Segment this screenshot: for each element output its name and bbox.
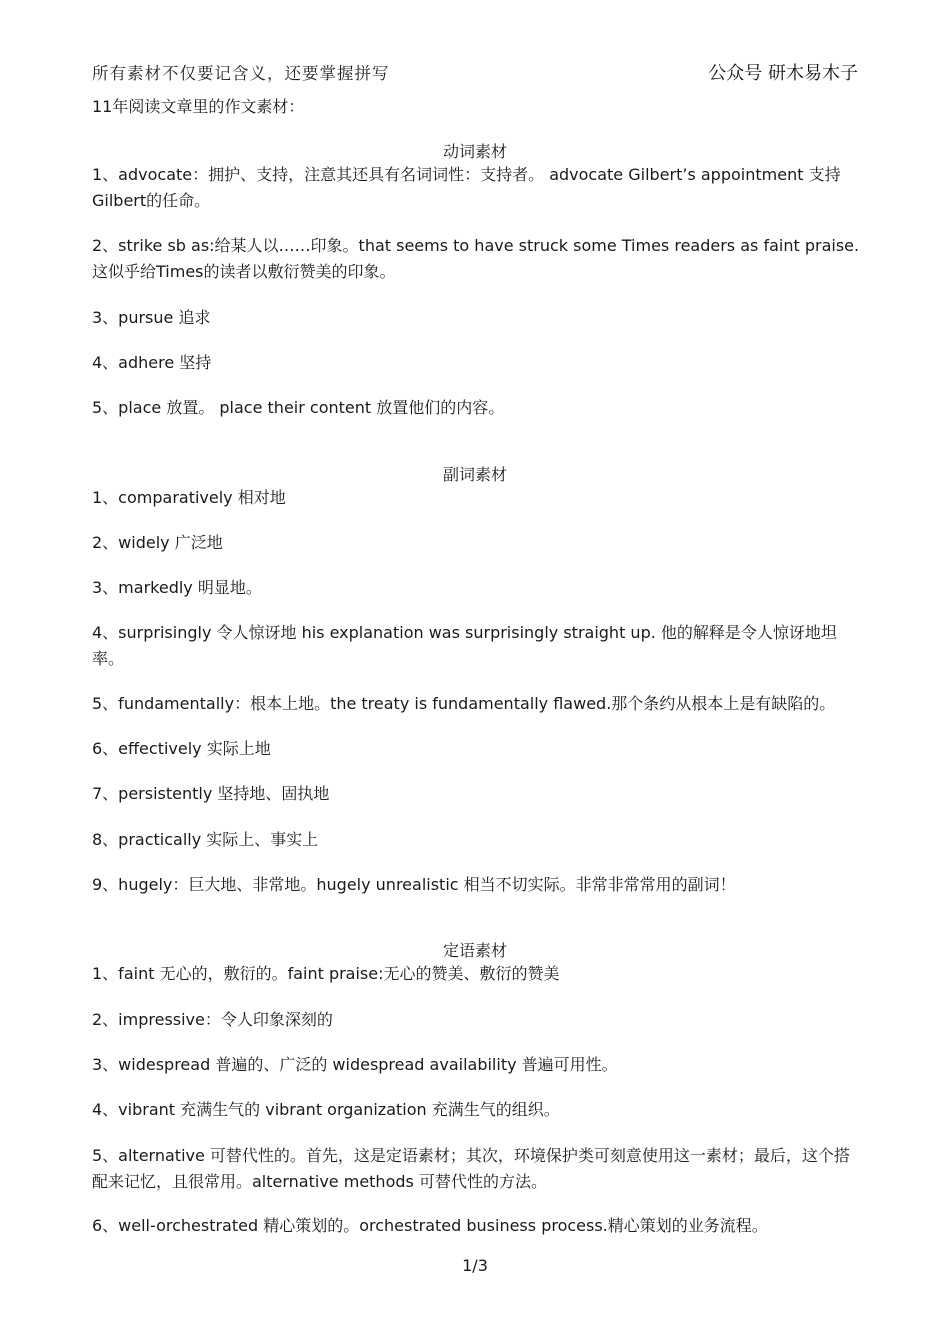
list-item: 2、impressive：令人印象深刻的 xyxy=(92,1010,333,1029)
list-item: 4、surprisingly 令人惊讶地 his explanation was surprisingly straight up. 他的解释是令人惊讶地坦率。 xyxy=(92,623,837,668)
list-item: 1、advocate：拥护、支持，注意其还具有名词词性：支持者。 advocate Gilbert’s appointment 支持Gilbert的任命。 xyxy=(92,165,841,210)
list-item: 6、well-orchestrated 精心策划的。orchestrated business process.精心策划的业务流程。 xyxy=(92,1216,768,1235)
list-item: 5、alternative 可替代性的。首先，这是定语素材；其次，环境保护类可刻意使用这一素材；最后，这个搭配来记忆，且很常用。alternative methods 可替代性的方法。 xyxy=(92,1146,850,1191)
list-item: 6、effectively 实际上地 xyxy=(92,739,271,758)
page-number: 1/3 xyxy=(462,1256,488,1275)
list-item: 8、practically 实际上、事实上 xyxy=(92,830,319,849)
list-item: 4、adhere 坚持 xyxy=(92,353,212,372)
list-item: 7、persistently 坚持地、固执地 xyxy=(92,784,330,803)
list-item: 1、comparatively 相对地 xyxy=(92,488,286,507)
header-note: 所有素材不仅要记含义，还要掌握拼写 xyxy=(92,64,390,83)
list-item: 1、faint 无心的，敷衍的。faint praise:无心的赞美、敷衍的赞美 xyxy=(92,964,560,983)
list-item: 4、vibrant 充满生气的 vibrant organization 充满生气的组织。 xyxy=(92,1100,560,1119)
list-item: 3、markedly 明显地。 xyxy=(92,578,262,597)
list-item: 9、hugely：巨大地、非常地。hugely unrealistic 相当不切实际。非常非常常用的副词！ xyxy=(92,875,736,894)
list-item: 2、strike sb as:给某人以……印象。that seems to have struck some Times readers as faint praise. 这似乎给Times的读者以敷衍赞美的印象。 xyxy=(92,236,860,281)
section-title-attributives: 定语素材 xyxy=(442,941,507,960)
list-item: 5、place 放置。 place their content 放置他们的内容。 xyxy=(92,398,505,417)
list-item: 2、widely 广泛地 xyxy=(92,533,223,552)
list-item: 5、fundamentally：根本上地。the treaty is fundamentally flawed.那个条约从根本上是有缺陷的。 xyxy=(92,694,836,713)
list-item: 3、pursue 追求 xyxy=(92,308,211,327)
header-account: 公众号 研木易木子 xyxy=(708,63,858,84)
section-title-adverbs: 副词素材 xyxy=(442,465,507,484)
section-title-verbs: 动词素材 xyxy=(442,142,507,161)
list-item: 3、widespread 普遍的、广泛的 widespread availability 普遍可用性。 xyxy=(92,1055,618,1074)
intro-line: 11年阅读文章里的作文素材： xyxy=(92,97,305,116)
